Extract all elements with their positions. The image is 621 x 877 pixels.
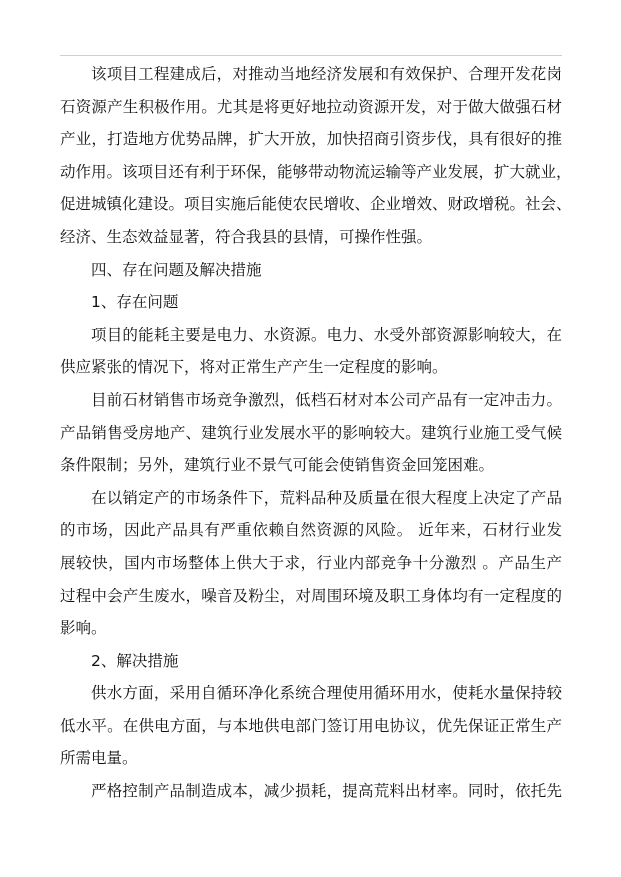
text-line: 产品销售受房地产、建筑行业发展水平的影响较大。建筑行业施工受气候 [60,423,562,442]
text-line: 供应紧张的情况下，将对正常生产产生一定程度的影响。 [60,358,448,377]
text-line: 供水方面，采用自循环净化系统合理使用循环用水，使耗水量保持较 [91,684,562,703]
text-line: 条件限制；另外，建筑行业不景气可能会使销售资金回笼困难。 [60,456,495,475]
text-line: 在以销定产的市场条件下，荒料品种及质量在很大程度上决定了产品 [91,488,562,507]
text-line: 促进城镇化建设。项目实施后能使农民增收、企业增效、财政增税。社会、 [60,195,572,214]
text-line: 影响。 [60,619,107,638]
text-line: 项目的能耗主要是电力、水资源。电力、水受外部资源影响较大，在 [91,325,562,344]
text-line: 经济、生态效益显著，符合我县的县情，可操作性强。 [60,227,433,246]
text-line: 产业，打造地方优势品牌，扩大开放，加快招商引资步伐，具有很好的推 [60,130,562,149]
text-line: 展较快，国内市场整体上供大于求，行业内部竞争十分激烈 。产品生产 [60,553,562,572]
text-line: 该项目工程建成后，对推动当地经济发展和有效保护、合理开发花岗 [91,65,562,83]
text-line: 目前石材销售市场竞争激烈，低档石材对本公司产品有一定冲击力。 [91,390,562,409]
text-line: 低水平。在供电方面，与本地供电部门签订用电协议，优先保证正常生产 [60,716,562,735]
subsection-heading: 2、解决措施 [91,651,179,670]
text-line: 石资源产生积极作用。尤其是将更好地拉动资源开发，对于做大做强石材 [60,97,562,116]
text-line: 的市场，因此产品具有严重依赖自然资源的风险。 近年来，石材行业发 [60,521,562,540]
subsection-heading: 1、存在问题 [91,293,179,312]
text-line: 所需电量。 [60,749,138,768]
document-body [60,58,572,808]
header-rule [60,55,562,56]
section-heading: 四、存在问题及解决措施 [91,260,262,279]
text-line: 过程中会产生废水，噪音及粉尘，对周围环境及职工身体均有一定程度的 [60,586,562,605]
text-line: 严格控制产品制造成本，减少损耗，提高荒料出材率。同时，依托先 [91,782,562,801]
text-line: 动作用。该项目还有利于环保，能够带动物流运输等产业发展，扩大就业， [60,162,572,181]
